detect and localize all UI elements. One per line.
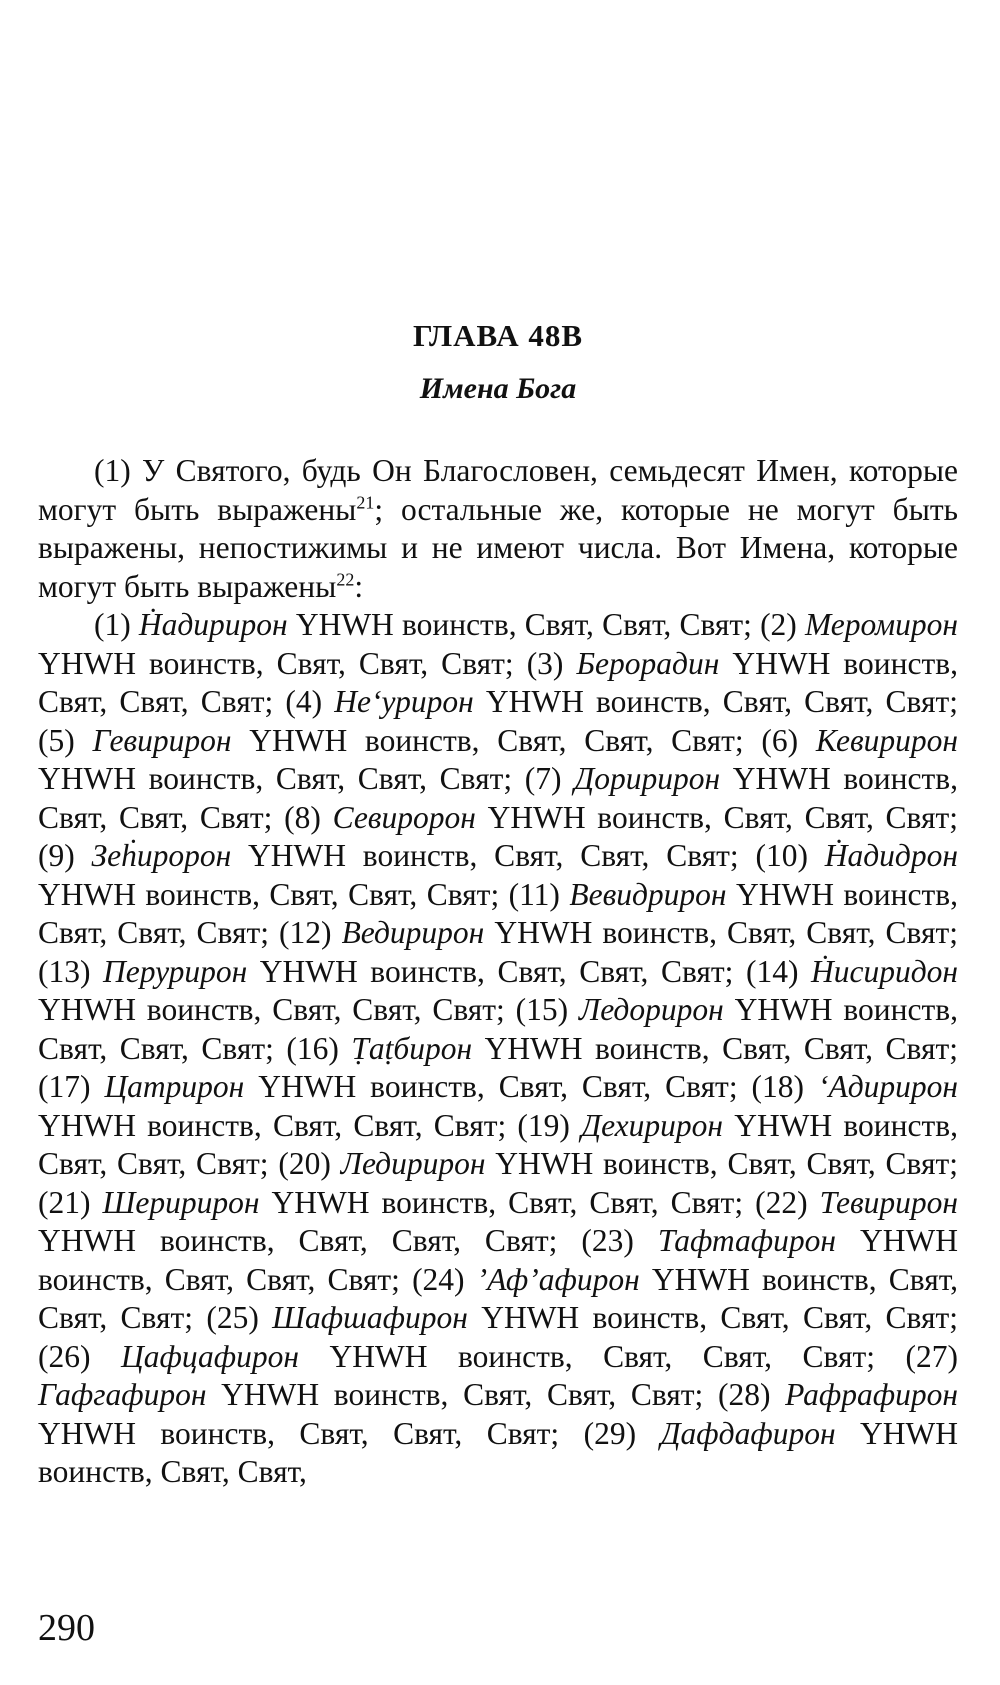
- name-number: (25): [206, 1300, 273, 1335]
- divine-name: Меромирон: [804, 607, 958, 642]
- name-refrain: YHWH воинств, Свят, Свят, Свят;: [259, 1184, 756, 1220]
- divine-name: Гевирирон: [92, 722, 232, 758]
- name-refrain: YHWH воинств, Свят, Свят, Свят;: [485, 1146, 958, 1181]
- name-refrain: YHWH воинств, Свят, Свят, Свят;: [38, 1415, 584, 1451]
- name-number: (11): [508, 876, 570, 912]
- divine-name: Дехирирон: [581, 1107, 724, 1143]
- name-number: (17): [38, 1069, 105, 1104]
- divine-name: Гафгафирон: [38, 1377, 207, 1412]
- name-number: (3): [526, 645, 577, 681]
- name-refrain: YHWH воинств, Свят, Свят, Свят;: [38, 645, 527, 681]
- divine-name: Шеририрон: [102, 1184, 260, 1220]
- divine-name: Зеḣиророн: [91, 838, 232, 873]
- divine-name: Тевирирон: [819, 1184, 958, 1220]
- name-number: (21): [38, 1184, 103, 1220]
- name-refrain: YHWH воинств, Свят, Свят, Свят;: [472, 1030, 959, 1066]
- name-refrain: YHWH воинств, Свят, Свят,: [38, 1415, 959, 1489]
- name-number: (24): [412, 1261, 477, 1297]
- page-number: 290: [38, 1607, 95, 1649]
- divine-name: Дафдафирон: [660, 1415, 836, 1451]
- divine-name: Севиророн: [332, 799, 476, 835]
- divine-name: Кевирирон: [815, 722, 959, 758]
- name-number: (19): [517, 1107, 582, 1143]
- name-number: (26): [38, 1338, 121, 1374]
- name-refrain: YHWH воинств, Свят, Свят, Свят;: [247, 953, 746, 989]
- divine-name: Ḣадирирон: [138, 607, 288, 642]
- book-page: [38, 0, 958, 1685]
- chapter-subtitle: Имена Бога: [419, 372, 577, 405]
- name-refrain: YHWH воинств, Свят, Свят, Свят;: [38, 1107, 958, 1181]
- name-number: (10): [755, 838, 825, 873]
- divine-name: Цафцафирон: [120, 1338, 299, 1374]
- divine-name: ‘Адирирон: [817, 1069, 959, 1104]
- divine-name: Ṭаṭбирон: [351, 1030, 473, 1066]
- name-refrain: YHWH воинств, Свят, Свят, Свят;: [38, 761, 958, 835]
- name-refrain: YHWH воинств, Свят, Свят, Свят;: [38, 992, 958, 1066]
- name-refrain: YHWH воинств, Свят, Свят, Свят;: [38, 876, 958, 950]
- name-number: (2): [760, 607, 805, 642]
- name-number: (23): [581, 1223, 658, 1258]
- divine-name: Не‘урирон: [334, 684, 474, 719]
- name-number: (18): [751, 1069, 818, 1104]
- name-refrain: YHWH воинств, Свят, Свят, Свят;: [38, 1223, 958, 1297]
- name-number: (14): [745, 953, 811, 989]
- name-number: (6): [761, 722, 816, 758]
- name-refrain: YHWH воинств, Свят, Свят, Свят;: [484, 915, 959, 950]
- divine-name: Рафрафирон: [785, 1377, 959, 1412]
- name-refrain: YHWH воинств, Свят, Свят, Свят;: [244, 1069, 752, 1104]
- divine-name: Берорадин: [576, 645, 720, 681]
- intro-text: :: [354, 568, 364, 604]
- body-text: [38, 452, 958, 1492]
- name-number: (13): [38, 953, 104, 989]
- name-number: (8): [284, 799, 333, 835]
- name-refrain: YHWH воинств, Свят, Свят, Свят;: [38, 1223, 582, 1258]
- divine-name: Перурирон: [103, 953, 248, 989]
- name-number: (12): [279, 915, 342, 950]
- divine-name: Ведирирон: [341, 915, 485, 950]
- name-number: (7): [524, 761, 575, 796]
- intro-text: ; остальные же, которые не могут быть выражены, непостижимы и не имеют числа. Вот Имена, которые могут быть выражены: [38, 491, 958, 604]
- names-paragraph: [38, 606, 958, 1492]
- name-number: (29): [583, 1415, 661, 1451]
- name-number: (16): [286, 1030, 352, 1066]
- name-refrain: YHWH воинств, Свят, Свят, Свят;: [473, 684, 959, 719]
- name-number: (9): [38, 838, 92, 873]
- name-refrain: YHWH воинств, Свят, Свят, Свят;: [475, 799, 959, 835]
- name-number: (20): [278, 1146, 341, 1181]
- name-number: (22): [755, 1184, 820, 1220]
- name-number: (1): [94, 607, 139, 642]
- divine-name: Ледорирон: [578, 992, 724, 1027]
- divine-name: Доририрон: [574, 761, 721, 796]
- divine-name: Ḣисиридон: [810, 953, 959, 989]
- name-refrain: YHWH воинств, Свят, Свят, Свят;: [38, 1107, 518, 1143]
- divine-name: Тафтафирон: [657, 1223, 837, 1258]
- chapter-title: ГЛАВА 48В: [412, 318, 584, 353]
- name-number: (5): [38, 722, 93, 758]
- footnote-ref: 22: [336, 569, 355, 589]
- name-number: (4): [285, 684, 335, 719]
- name-refrain: YHWH воинств, Свят, Свят, Свят;: [298, 1338, 906, 1374]
- name-number: (27): [905, 1338, 958, 1374]
- name-refrain: YHWH воинств, Свят, Свят, Свят;: [38, 761, 525, 796]
- footnote-ref: 21: [356, 492, 375, 512]
- name-number: (28): [717, 1377, 786, 1412]
- divine-name: Шафшафирон: [272, 1300, 468, 1335]
- name-refrain: YHWH воинств, Свят, Свят, Свят;: [231, 838, 756, 873]
- name-refrain: YHWH воинств, Свят, Свят, Свят;: [38, 876, 509, 912]
- divine-name: Вевидрирон: [569, 876, 727, 912]
- name-refrain: YHWH воинств, Свят, Свят, Свят;: [38, 645, 958, 719]
- name-refrain: YHWH воинств, Свят, Свят, Свят;: [287, 607, 761, 642]
- name-refrain: YHWH воинств, Свят, Свят, Свят;: [206, 1377, 718, 1412]
- name-number: (15): [515, 992, 579, 1027]
- divine-name: Ḣадидрон: [824, 838, 958, 873]
- name-refrain: YHWH воинств, Свят, Свят, Свят;: [38, 1261, 958, 1335]
- intro-paragraph: [38, 452, 958, 606]
- intro-text: (1) У Святого, будь Он Благословен, семьдесят Имен, которые могут быть выражены: [38, 453, 958, 527]
- divine-name: ’Аф’афирон: [476, 1261, 640, 1297]
- name-refrain: YHWH воинств, Свят, Свят, Свят;: [231, 722, 762, 758]
- name-refrain: YHWH воинств, Свят, Свят, Свят;: [38, 992, 516, 1027]
- name-refrain: YHWH воинств, Свят, Свят, Свят;: [467, 1300, 958, 1335]
- divine-name: Цатрирон: [104, 1069, 245, 1104]
- divine-name: Ледирирон: [340, 1146, 486, 1181]
